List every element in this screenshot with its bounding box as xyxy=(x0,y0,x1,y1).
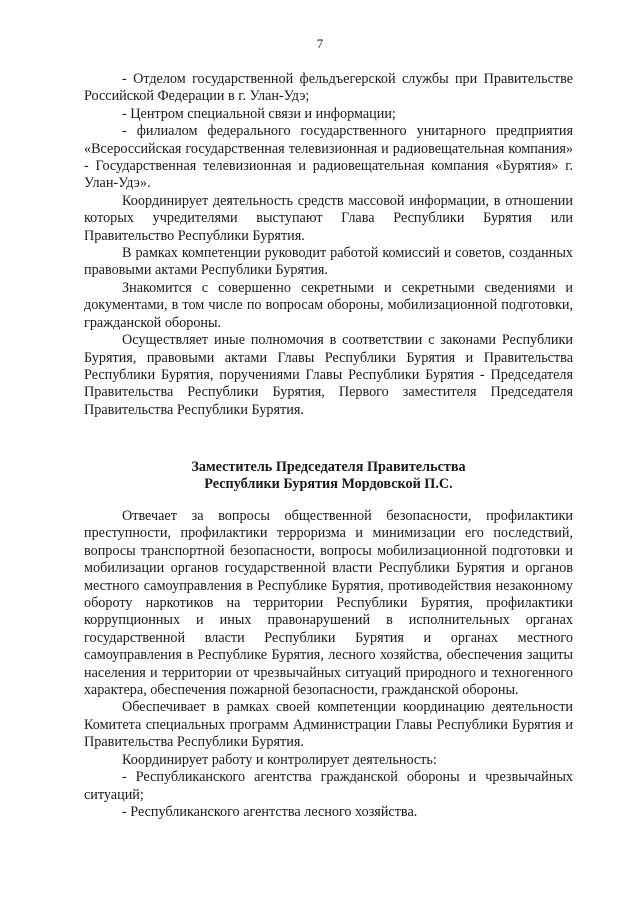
paragraph: Осуществляет иные полномочия в соответствии с законами Республики Бурятия, правовыми актами Главы Республики Бурятия и Правительства Республики Бурятия, поручениями Главы Республики Бурятия - Председателя Правительства Республики Бурятия, Первого заместителя Председателя Правительства Республики Бурятия. xyxy=(84,332,573,418)
paragraph: - Республиканского агентства лесного хозяйства. xyxy=(122,803,418,820)
paragraph: Координирует работу и контролирует деятельность: xyxy=(122,751,437,768)
bottom-text-block xyxy=(84,508,573,821)
paragraph: В рамках компетенции руководит работой комиссий и советов, созданных правовыми актами Республики Бурятия. xyxy=(84,245,573,279)
heading-line: Заместитель Председателя Правительства xyxy=(191,459,466,475)
paragraph: Обеспечивает в рамках своей компетенции координацию деятельности Комитета специальных программ Администрации Главы Республики Бурятия и Правительства Республики Бурятия. xyxy=(84,699,573,751)
top-text-block xyxy=(84,71,573,419)
paragraph: - Отделом государственной фельдъегерской службы при Правительстве Российской Федерации в г. Улан-Удэ; xyxy=(84,71,573,105)
paragraph: - Центром специальной связи и информации; xyxy=(122,105,396,122)
paragraph: - филиалом федерального государственного унитарного предприятия «Всероссийская государственная телевизионная и радиовещательная компания» - Государственная телевизионная и радиовещательная компания «Бурятия» г. Улан-Удэ». xyxy=(84,123,573,192)
paragraph: Отвечает за вопросы общественной безопасности, профилактики преступности, профилактики терроризма и минимизации его последствий, вопросы транспортной безопасности, вопросы мобилизационной подготовки и мобилизации органов государственной власти Республики Бурятия и органов местного самоуправления в Республике Бурятия, противодействия незаконному обороту наркотиков на территории Республики Бурятия, профилактики коррупционных и иных правонарушений в исполнительных органах государственной власти Республики Бурятия и органах местного самоуправления в Республике Бурятия, лесного хозяйства, обеспечения защиты населения и территории от чрезвычайных ситуаций природного и техногенного характера, обеспечения пожарной безопасности, гражданской обороны. xyxy=(84,508,573,699)
heading-line: Республики Бурятия Мордовской П.С. xyxy=(204,476,453,493)
paragraph: - Республиканского агентства гражданской обороны и чрезвычайных ситуаций; xyxy=(84,769,573,803)
section-heading xyxy=(84,459,573,494)
page-number: 7 xyxy=(316,36,324,51)
paragraph: Знакомится с совершенно секретными и секретными сведениями и документами, в том числе по вопросам обороны, мобилизационной подготовки, гражданской обороны. xyxy=(84,279,573,331)
paragraph: Координирует деятельность средств массовой информации, в отношении которых учредителями выступают Глава Республики Бурятия или Правительство Республики Бурятия. xyxy=(84,192,573,244)
